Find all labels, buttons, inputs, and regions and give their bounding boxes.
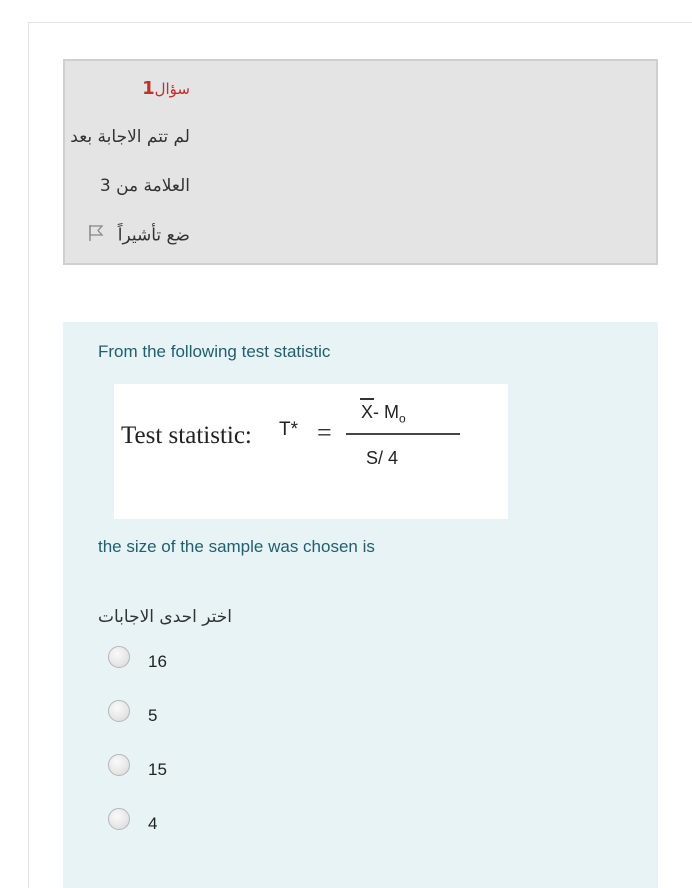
question-text: the size of the sample was chosen is xyxy=(98,537,375,556)
answer-option[interactable] xyxy=(108,808,308,838)
radio-button[interactable] xyxy=(108,646,130,668)
question-label: سؤال xyxy=(154,80,190,98)
formula-label: Test statistic: xyxy=(121,422,252,449)
answer-option[interactable] xyxy=(108,700,308,730)
flag-question-label[interactable]: ضع تأشيراً xyxy=(117,225,190,246)
question-prompt: From the following test statistic xyxy=(98,342,331,361)
formula-numerator-sub: o xyxy=(399,411,406,426)
option-label[interactable]: 5 xyxy=(148,706,158,725)
formula-equals: = xyxy=(317,418,332,447)
question-info-panel xyxy=(63,59,658,265)
formula-numerator xyxy=(361,402,406,426)
formula-image xyxy=(114,384,508,519)
flag-question-link[interactable] xyxy=(65,224,656,247)
formula-denominator: S/ 4 xyxy=(366,448,399,468)
answer-prompt: اختر احدى الاجابات xyxy=(98,607,233,627)
answer-option[interactable] xyxy=(108,754,308,784)
formula-symbol: T* xyxy=(279,419,298,440)
question-state: لم تتم الاجابة بعد xyxy=(70,127,190,147)
question-number-value: 1 xyxy=(142,78,155,99)
formula-xbar xyxy=(360,398,374,400)
radio-button[interactable] xyxy=(108,700,130,722)
option-label[interactable]: 15 xyxy=(148,760,167,779)
option-label[interactable]: 16 xyxy=(148,652,167,671)
question-mark: العلامة من 3 xyxy=(99,176,190,196)
formula-numerator-text: X- M xyxy=(361,402,399,422)
fraction-bar xyxy=(346,433,460,435)
flag-icon[interactable] xyxy=(88,224,104,247)
answer-option[interactable] xyxy=(108,646,308,676)
question-content xyxy=(63,322,658,888)
option-label[interactable]: 4 xyxy=(148,814,158,833)
radio-button[interactable] xyxy=(108,808,130,830)
radio-button[interactable] xyxy=(108,754,130,776)
question-number xyxy=(65,78,656,99)
